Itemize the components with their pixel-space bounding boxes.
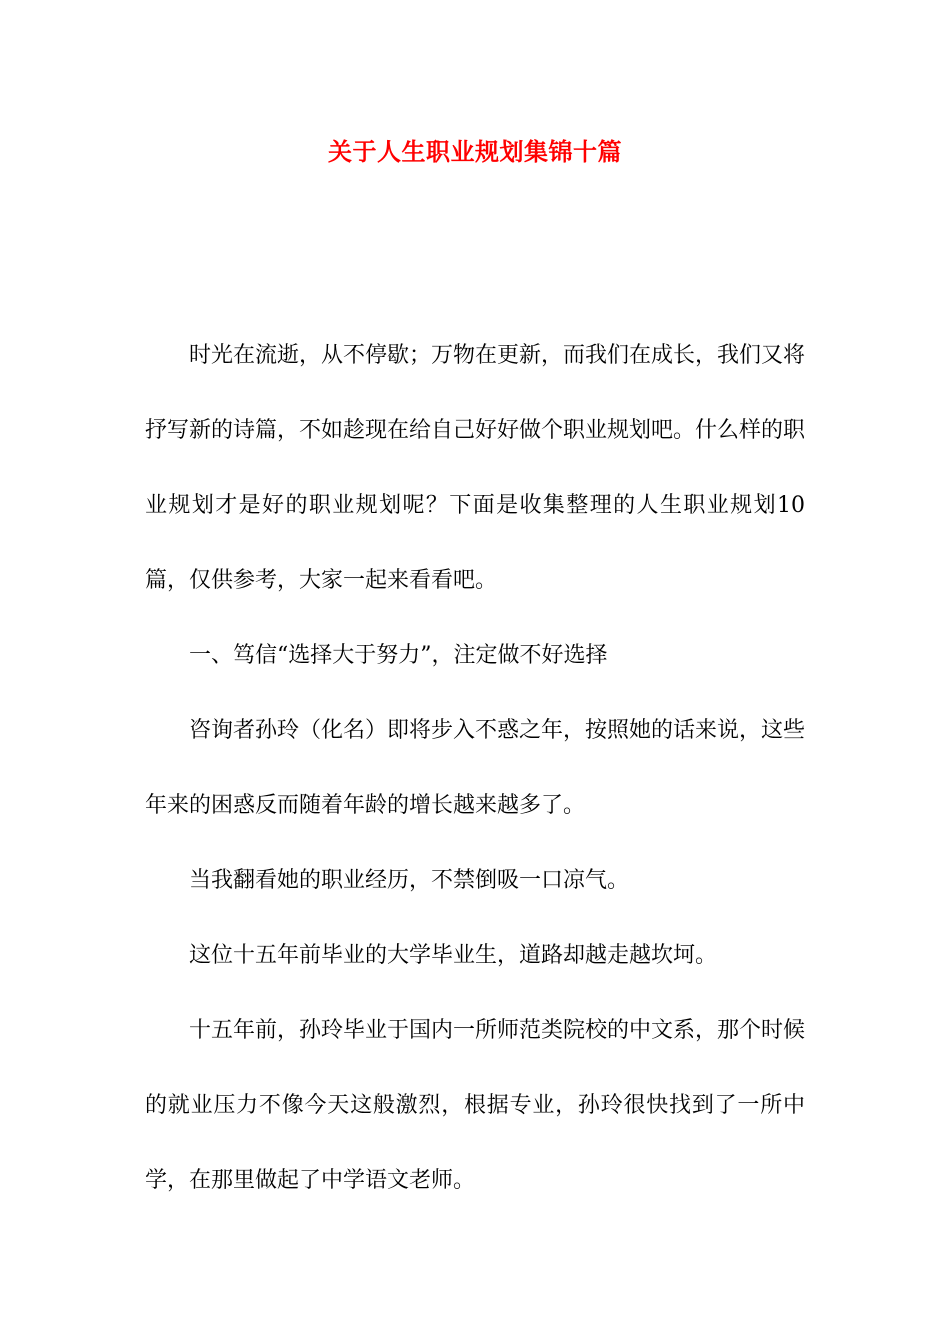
paragraph-section-heading: 一、笃信“选择大于努力”，注定做不好选择: [189, 643, 608, 668]
document-body: [145, 318, 805, 1218]
paragraph-fifteen-years-ago: 十五年前，孙玲毕业于国内一所师范类院校的中文系，那个时候的就业压力不像今天这般激烈，根据专业，孙玲很快找到了一所中学，在那里做起了中学语文老师。: [145, 1018, 806, 1193]
paragraph-career-history: 当我翻看她的职业经历，不禁倒吸一口凉气。: [189, 868, 630, 893]
paragraph-intro: 时光在流逝，从不停歇；万物在更新，而我们在成长，我们又将抒写新的诗篇，不如趁现在给自己好好做个职业规划吧。什么样的职业规划才是好的职业规划呢？下面是收集整理的人生职业规划10篇，仅供参考，大家一起来看看吧。: [145, 343, 806, 593]
document-title: 关于人生职业规划集锦十篇: [328, 137, 622, 166]
paragraph-consultant: 咨询者孙玲（化名）即将步入不惑之年，按照她的话来说，这些年来的困惑反而随着年龄的增长越来越多了。: [145, 718, 806, 818]
paragraph-graduate: 这位十五年前毕业的大学毕业生，道路却越走越坎坷。: [189, 943, 718, 968]
